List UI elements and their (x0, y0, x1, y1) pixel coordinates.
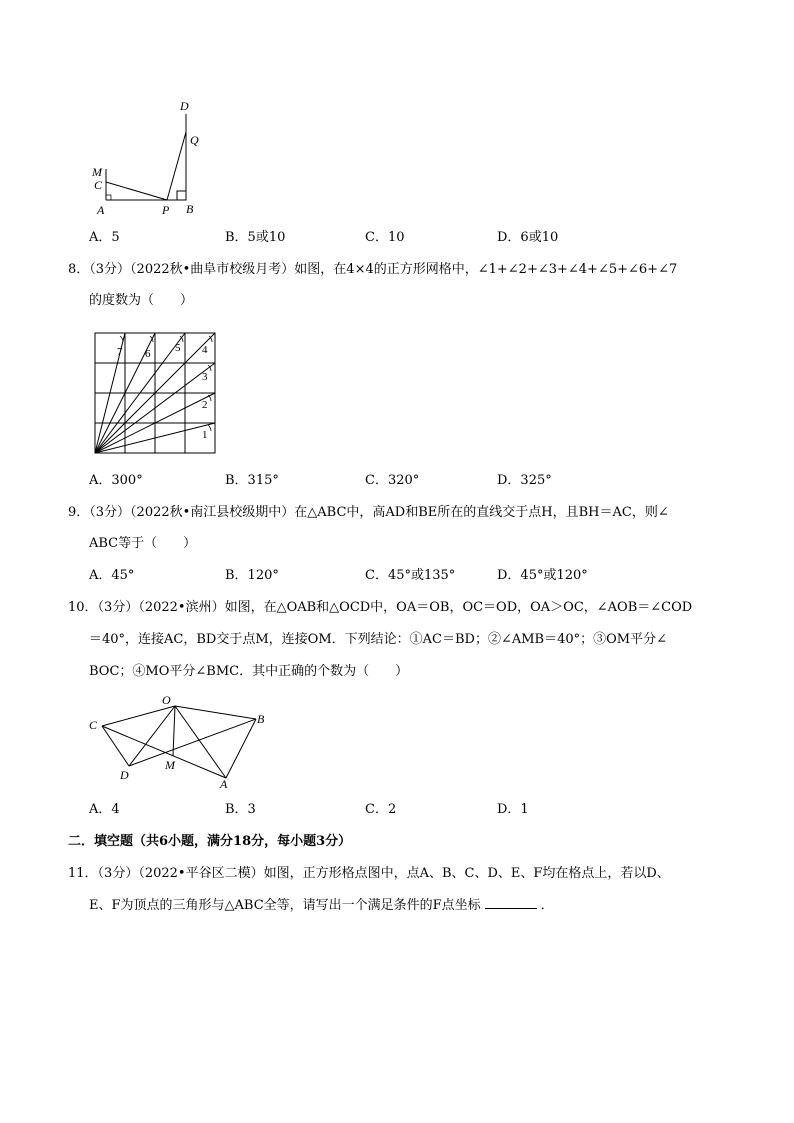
q8-question-line1: 8．（3分）（2022秋•曲阜市校级月考）如图，在4×4的正方形网格中，∠1+∠2+∠3+∠4+∠5+∠6+∠7 (68, 262, 678, 277)
q7-option-c: C．10 (365, 230, 405, 245)
label-d2: D (120, 768, 129, 782)
label-b2: B (257, 712, 265, 726)
q9-option-d: D．45°或120° (497, 568, 588, 583)
label-a2: A (220, 777, 228, 791)
label-q: Q (190, 133, 199, 147)
q7-figure (86, 96, 206, 220)
q11-question-line2 (89, 896, 554, 916)
q8-option-b: B．315° (225, 473, 279, 488)
q7-option-b: B．5或10 (225, 230, 286, 245)
q8-option-d: D．325° (497, 473, 552, 488)
q7-option-a: A．5 (89, 230, 120, 245)
grid-angle-label-3: 3 (202, 371, 208, 383)
q7-option-d: D．6或10 (497, 230, 559, 245)
grid-angle-label-7: 7 (117, 346, 123, 358)
q9-option-c: C．45°或135° (365, 568, 456, 583)
answer-blank[interactable] (485, 896, 537, 909)
q9-option-a: A．45° (89, 568, 135, 583)
q8-option-a: A．300° (89, 473, 143, 488)
label-c2: C (89, 718, 98, 732)
q10-figure (86, 692, 286, 792)
q10-question-line1: 10．（3分）（2022•滨州）如图，在△OAB和△OCD中，OA＝OB，OC＝OD，OA＞OC，∠AOB＝∠COD (68, 600, 693, 615)
label-c: C (94, 178, 103, 192)
q10-option-c: C．2 (365, 802, 397, 817)
q10-option-b: B．3 (225, 802, 256, 817)
q8-option-c: C．320° (365, 473, 420, 488)
label-d: D (180, 99, 189, 113)
label-a: A (97, 203, 105, 217)
q10-question-line3: BOC；④MO平分∠BMC．其中正确的个数为（ ） (89, 664, 409, 679)
grid-angle-label-4: 4 (202, 344, 208, 356)
q11-question-line1: 11．（3分）（2022•平谷区二模）如图，正方形格点图中，点A、B、C、D、E、F均在格点上，若以D、 (68, 866, 670, 881)
q10-option-a: A．4 (89, 802, 120, 817)
label-b: B (186, 202, 194, 216)
q8-question-line2: 的度数为（ ） (89, 293, 194, 308)
grid-angle-label-5: 5 (175, 342, 181, 354)
q10-option-d: D．1 (497, 802, 529, 817)
q8-grid-figure (90, 328, 220, 456)
label-p: P (162, 203, 170, 217)
q9-question-line2: ABC等于（ ） (89, 536, 197, 551)
q9-option-b: B．120° (225, 568, 279, 583)
label-o: O (162, 693, 171, 707)
q11-question-text: E、F为顶点的三角形与△ABC全等，请写出一个满足条件的F点坐标 (89, 898, 481, 913)
q10-question-line2: ＝40°，连接AC，BD交于点M，连接OM．下列结论：①AC＝BD；②∠AMB＝40°；③OM平分∠ (89, 632, 667, 647)
grid-angle-label-6: 6 (145, 348, 151, 360)
label-m2: M (165, 758, 175, 772)
q9-question-line1: 9．（3分）（2022秋•南江县校级期中）在△ABC中，高AD和BE所在的直线交于点H，且BH＝AC，则∠ (68, 505, 669, 520)
grid-angle-label-1: 1 (202, 429, 208, 441)
label-m: M (92, 165, 102, 179)
section-heading-fill-in-blanks: 二．填空题（共6小题，满分18分，每小题3分） (68, 834, 352, 849)
grid-angle-label-2: 2 (202, 399, 208, 411)
q11-question-end: ． (540, 898, 554, 913)
